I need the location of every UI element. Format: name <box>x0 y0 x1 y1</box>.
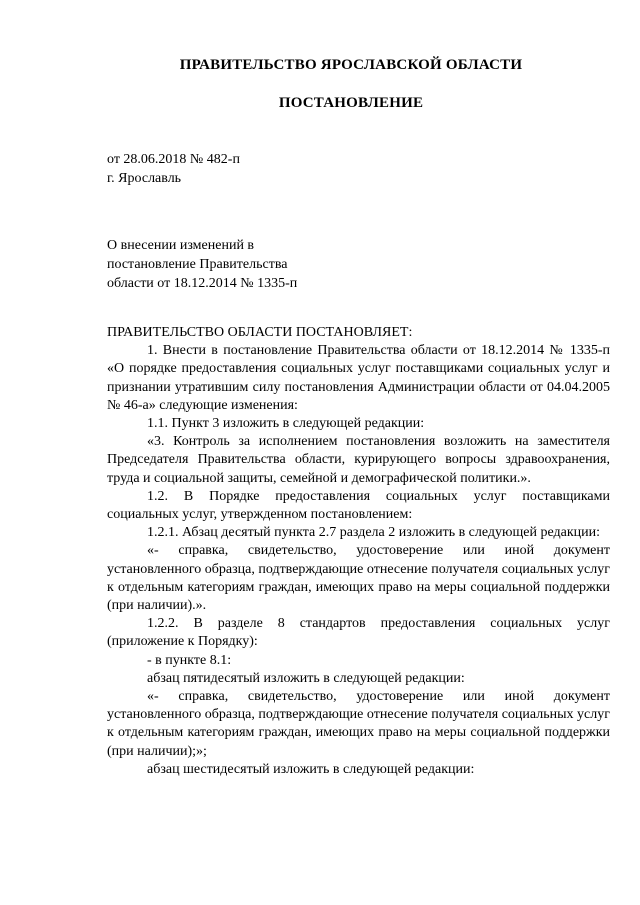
city: г. Ярославль <box>107 171 182 186</box>
paragraph-1-1: 1.1. Пункт 3 изложить в следующей редакции: <box>147 416 425 432</box>
government-title: ПРАВИТЕЛЬСТВО ЯРОСЛАВСКОЙ ОБЛАСТИ <box>179 57 523 73</box>
paragraph-fiftieth-text: «- справка, свидетельство, удостоверение или иной документ установленного образца, подтверждающие отнесение получателя социальных услуг к отдельным категориям граждан, имеющих право на меры социальной поддержки (при наличии);»; <box>107 689 610 759</box>
paragraph-1-2: 1.2. В Порядке предоставления социальных услуг поставщиками социальных услуг, утвержденном постановлением: <box>107 488 610 523</box>
document-type-title: ПОСТАНОВЛЕНИЕ <box>278 95 424 111</box>
subject-line-2: постановление Правительства <box>107 257 288 272</box>
document-body <box>107 324 610 779</box>
paragraph-1-2-2: 1.2.2. В разделе 8 стандартов предоставления социальных услуг (приложение к Порядку): <box>107 616 610 650</box>
resolution-preamble: ПРАВИТЕЛЬСТВО ОБЛАСТИ ПОСТАНОВЛЯЕТ: <box>107 325 413 340</box>
paragraph-sixtieth: абзац шестидесятый изложить в следующей редакции: <box>147 761 475 777</box>
paragraph-fiftieth: абзац пятидесятый изложить в следующей редакции: <box>147 670 465 686</box>
paragraph-1-2-1-text: «- справка, свидетельство, удостоверение или иной документ установленного образца, подтверждающие отнесение получателя социальных услуг к отдельным категориям граждан, имеющих право на меры социальной поддержки (при наличии).». <box>107 543 610 614</box>
paragraph-1-1-text: «3. Контроль за исполнением постановления возложить на заместителя Председателя Правительства области, курирующего вопросы здравоохранения, труда и социальной защиты, семейной и демографической политики.». <box>107 434 610 486</box>
paragraph-1: 1. Внести в постановление Правительства области от 18.12.2014 № 1335-п «О порядке предоставления социальных услуг поставщиками социальных услуг и признании утратившим силу постановления Администрации области от 04.04.2005 № 46-а» следующие изменения: <box>107 343 610 413</box>
date-number: от 28.06.2018 № 482-п <box>107 152 240 167</box>
paragraph-8-1: - в пункте 8.1: <box>147 652 232 668</box>
paragraph-1-2-1: 1.2.1. Абзац десятый пункта 2.7 раздела 2 изложить в следующей редакции: <box>147 525 601 541</box>
subject-line-3: области от 18.12.2014 № 1335-п <box>107 276 298 291</box>
subject-line-1: О внесении изменений в <box>107 238 255 253</box>
